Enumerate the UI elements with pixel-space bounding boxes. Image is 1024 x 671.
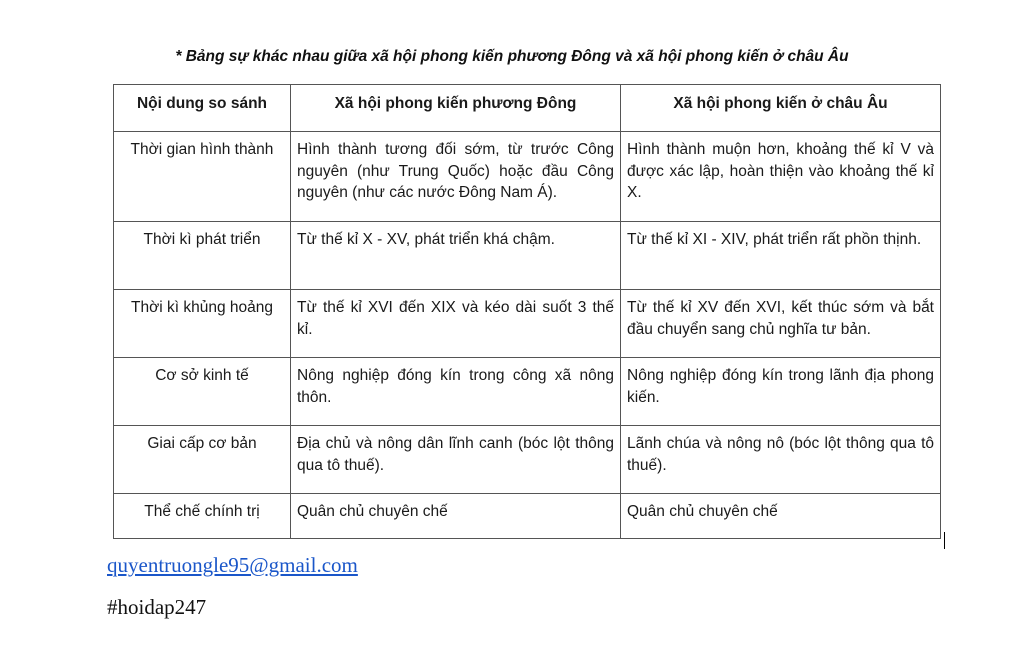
table-row [114, 132, 941, 222]
criteria-cell: Thời kì phát triển [114, 222, 291, 290]
criteria-cell: Thời kì khủng hoảng [114, 290, 291, 358]
text-cursor [944, 532, 945, 549]
column-header-criteria: Nội dung so sánh [114, 85, 291, 132]
email-link[interactable]: quyentruongle95@gmail.com [107, 553, 358, 577]
east-cell: Từ thế kỉ X - XV, phát triển khá chậm. [291, 222, 621, 290]
europe-cell: Hình thành muộn hơn, khoảng thế kỉ V và được xác lập, hoàn thiện vào khoảng thế kỉ X. [621, 132, 941, 222]
criteria-cell: Thời gian hình thành [114, 132, 291, 222]
table-row [114, 494, 941, 539]
europe-cell: Quân chủ chuyên chế [621, 494, 941, 539]
criteria-cell: Giai cấp cơ bản [114, 426, 291, 494]
criteria-cell: Cơ sở kinh tế [114, 358, 291, 426]
east-cell: Nông nghiệp đóng kín trong công xã nông thôn. [291, 358, 621, 426]
column-header-europe: Xã hội phong kiến ở châu Âu [621, 85, 941, 132]
column-header-east: Xã hội phong kiến phương Đông [291, 85, 621, 132]
europe-cell: Lãnh chúa và nông nô (bóc lột thông qua tô thuế). [621, 426, 941, 494]
table-row [114, 222, 941, 290]
criteria-cell: Thể chế chính trị [114, 494, 291, 539]
comparison-table [113, 84, 941, 539]
table-row [114, 426, 941, 494]
table-header-row [114, 85, 941, 132]
europe-cell: Nông nghiệp đóng kín trong lãnh địa phong kiến. [621, 358, 941, 426]
europe-cell: Từ thế kỉ XI - XIV, phát triển rất phồn thịnh. [621, 222, 941, 290]
east-cell: Địa chủ và nông dân lĩnh canh (bóc lột thông qua tô thuế). [291, 426, 621, 494]
east-cell: Từ thế kỉ XVI đến XIX và kéo dài suốt 3 thế kỉ. [291, 290, 621, 358]
east-cell: Quân chủ chuyên chế [291, 494, 621, 539]
hashtag-text: #hoidap247 [107, 595, 207, 619]
table-row [114, 290, 941, 358]
table-row [114, 358, 941, 426]
east-cell: Hình thành tương đối sớm, từ trước Công nguyên (như Trung Quốc) hoặc đầu Công nguyên (như các nước Đông Nam Á). [291, 132, 621, 222]
table-title: * Bảng sự khác nhau giữa xã hội phong kiến phương Đông và xã hội phong kiến ở châu Âu [175, 48, 849, 65]
europe-cell: Từ thế kỉ XV đến XVI, kết thúc sớm và bắt đầu chuyển sang chủ nghĩa tư bản. [621, 290, 941, 358]
